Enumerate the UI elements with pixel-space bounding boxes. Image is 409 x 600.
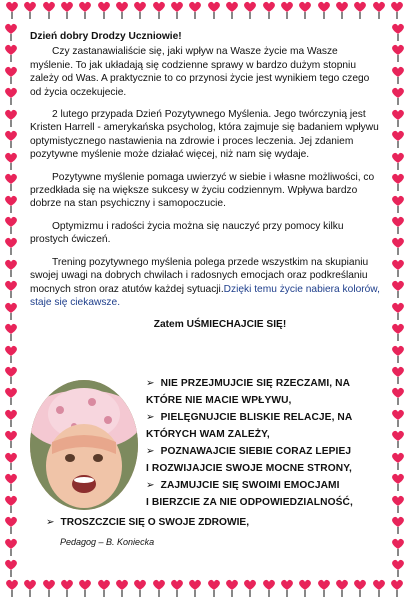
heart-balloon-icon bbox=[96, 0, 112, 20]
tip-line-5: ➢ POZNAWAJCIE SIEBIE CORAZ LEPIEJ bbox=[146, 446, 352, 457]
paragraph-1: Czy zastanawialiście się, jaki wpływ na Wasze życie ma Wasze myślenie. To jak układają się codzienne sprawy w bardzo dużym stopniu zależy od Was. A praktycznie to co przynosi życie jest wynikiem tego czego od życia oczekujecie. bbox=[30, 46, 370, 98]
paragraph-training bbox=[30, 256, 380, 310]
heart-balloon-icon bbox=[3, 322, 19, 342]
heart-balloon-icon bbox=[4, 578, 20, 598]
heart-balloon-icon bbox=[114, 0, 130, 20]
heart-balloon-icon bbox=[390, 215, 406, 235]
heart-balloon-icon bbox=[316, 0, 332, 20]
heart-balloon-icon bbox=[169, 0, 185, 20]
heart-border-right bbox=[387, 22, 409, 578]
heart-balloon-icon bbox=[390, 172, 406, 192]
heart-balloon-icon bbox=[3, 494, 19, 514]
heart-balloon-icon bbox=[206, 578, 222, 598]
heart-balloon-icon bbox=[390, 43, 406, 63]
heart-balloon-icon bbox=[3, 451, 19, 471]
heart-balloon-icon bbox=[3, 515, 19, 535]
heart-balloon-icon bbox=[390, 65, 406, 85]
heart-balloon-icon bbox=[3, 86, 19, 106]
heart-balloon-icon bbox=[169, 578, 185, 598]
heart-balloon-icon bbox=[41, 0, 57, 20]
heart-balloon-icon bbox=[187, 578, 203, 598]
heart-balloon-icon bbox=[261, 578, 277, 598]
heart-balloon-icon bbox=[371, 578, 387, 598]
training-text: Trening pozytywnego myślenia polega przede wszystkim na skupianiu swojej uwagi na dobrych chwilach i radosnych emocjach oraz podkreślaniu mocnych stron oraz atutów każdej sytuacji. bbox=[30, 256, 369, 295]
paragraph-3: Pozytywne myślenie pomaga uwierzyć w siebie i własne możliwości, co przedkłada się na większe sukcesy w życiu codziennym. Wpływa bardzo dobrze na stan psychiczny i samopoczucie. bbox=[30, 171, 375, 210]
heart-balloon-icon bbox=[114, 578, 130, 598]
heart-balloon-icon bbox=[279, 578, 295, 598]
heart-balloon-icon bbox=[390, 344, 406, 364]
arrowhead-bullet-icon: ➢ bbox=[146, 412, 155, 423]
heart-balloon-icon bbox=[132, 578, 148, 598]
heart-balloon-icon bbox=[390, 558, 406, 578]
girl-illustration bbox=[30, 380, 138, 510]
heart-balloon-icon bbox=[390, 279, 406, 299]
heart-balloon-icon bbox=[187, 0, 203, 20]
heart-balloon-icon bbox=[59, 578, 75, 598]
heart-balloon-icon bbox=[3, 558, 19, 578]
heart-balloon-icon bbox=[390, 108, 406, 128]
heart-border-left bbox=[0, 22, 22, 578]
tip-line-3: ➢ PIELĘGNUJCIE BLISKIE RELACJE, NA bbox=[146, 412, 353, 423]
heart-balloon-icon bbox=[352, 0, 368, 20]
heart-balloon-icon bbox=[316, 578, 332, 598]
tip-line-7: ➢ ZAJMUJCIE SIĘ SWOIMI EMOCJAMI bbox=[146, 480, 340, 491]
heart-balloon-icon bbox=[3, 279, 19, 299]
heart-balloon-icon bbox=[3, 258, 19, 278]
heart-balloon-icon bbox=[297, 0, 313, 20]
heart-balloon-icon bbox=[390, 258, 406, 278]
heart-balloon-icon bbox=[261, 0, 277, 20]
heart-balloon-icon bbox=[390, 151, 406, 171]
heart-balloon-icon bbox=[390, 236, 406, 256]
heart-balloon-icon bbox=[390, 515, 406, 535]
heart-balloon-icon bbox=[3, 472, 19, 492]
tip-line-4: KTÓRYCH WAM ZALEŻY, bbox=[146, 429, 270, 440]
paragraph-2: 2 lutego przypada Dzień Pozytywnego Myślenia. Jego twórczynią jest Kristen Harrell - amerykańska psycholog, która zajmuje się badaniem wpływu optymistycznego nastawienia na zdrowie i proces leczenia. Jej zdaniem pozytywne myślenie może działać więcej, niż nam się wydaje. bbox=[30, 109, 379, 161]
greeting: Dzień dobry Drodzy Uczniowie! bbox=[30, 31, 182, 42]
tip-line-2: KTÓRE NIE MACIE WPŁYWU, bbox=[146, 395, 292, 406]
heart-balloon-icon bbox=[390, 301, 406, 321]
heart-balloon-icon bbox=[77, 0, 93, 20]
heart-balloon-icon bbox=[132, 0, 148, 20]
heart-balloon-icon bbox=[4, 0, 20, 20]
heart-balloon-icon bbox=[390, 494, 406, 514]
heart-balloon-icon bbox=[390, 86, 406, 106]
heart-balloon-icon bbox=[3, 65, 19, 85]
heart-balloon-icon bbox=[389, 578, 405, 598]
heart-balloon-icon bbox=[3, 429, 19, 449]
heart-balloon-icon bbox=[390, 129, 406, 149]
heart-balloon-icon bbox=[3, 537, 19, 557]
heart-balloon-icon bbox=[390, 429, 406, 449]
smiling-girl-photo bbox=[30, 380, 138, 510]
heart-balloon-icon bbox=[390, 365, 406, 385]
heart-balloon-icon bbox=[59, 0, 75, 20]
call-to-action: Zatem UŚMIECHAJCIE SIĘ! bbox=[153, 319, 287, 331]
heart-balloon-icon bbox=[297, 578, 313, 598]
heart-balloon-icon bbox=[3, 408, 19, 428]
heart-balloon-icon bbox=[3, 301, 19, 321]
arrowhead-bullet-icon: ➢ bbox=[146, 446, 155, 457]
heart-border-top bbox=[0, 0, 409, 22]
heart-balloon-icon bbox=[151, 578, 167, 598]
heart-balloon-icon bbox=[206, 0, 222, 20]
heart-balloon-icon bbox=[242, 578, 258, 598]
heart-balloon-icon bbox=[3, 365, 19, 385]
heart-balloon-icon bbox=[371, 0, 387, 20]
heart-balloon-icon bbox=[390, 194, 406, 214]
arrowhead-bullet-icon: ➢ bbox=[146, 480, 155, 491]
heart-border-bottom bbox=[0, 578, 409, 600]
heart-balloon-icon bbox=[390, 472, 406, 492]
heart-balloon-icon bbox=[3, 194, 19, 214]
heart-balloon-icon bbox=[22, 0, 38, 20]
heart-balloon-icon bbox=[279, 0, 295, 20]
heart-balloon-icon bbox=[77, 578, 93, 598]
heart-balloon-icon bbox=[390, 386, 406, 406]
heart-balloon-icon bbox=[151, 0, 167, 20]
heart-balloon-icon bbox=[390, 408, 406, 428]
heart-balloon-icon bbox=[224, 578, 240, 598]
letter-content bbox=[30, 30, 380, 338]
heart-balloon-icon bbox=[334, 578, 350, 598]
heart-balloon-icon bbox=[334, 0, 350, 20]
heart-balloon-icon bbox=[390, 537, 406, 557]
tips-list bbox=[146, 375, 376, 511]
tip-line-8: I BIERZCIE ZA NIE ODPOWIEDZIALNOŚĆ, bbox=[146, 497, 353, 508]
tip-line-last: ➢ TROSZCZCIE SIĘ O SWOJE ZDROWIE, bbox=[46, 517, 250, 528]
heart-balloon-icon bbox=[3, 236, 19, 256]
tip-line-1: ➢ NIE PRZEJMUJCIE SIĘ RZECZAMI, NA bbox=[146, 378, 351, 389]
training-text-blue: Dzięki temu życie nabiera kolorów, staje się ciekawsze. bbox=[30, 283, 380, 308]
heart-balloon-icon bbox=[3, 43, 19, 63]
heart-balloon-icon bbox=[224, 0, 240, 20]
heart-balloon-icon bbox=[3, 344, 19, 364]
arrowhead-bullet-icon: ➢ bbox=[46, 517, 55, 528]
arrowhead-bullet-icon: ➢ bbox=[146, 378, 155, 389]
heart-balloon-icon bbox=[3, 108, 19, 128]
heart-balloon-icon bbox=[389, 0, 405, 20]
heart-balloon-icon bbox=[3, 151, 19, 171]
heart-balloon-icon bbox=[390, 451, 406, 471]
tip-line-6: I ROZWIJAJCIE SWOJE MOCNE STRONY, bbox=[146, 463, 352, 474]
paragraph-4: Optymizmu i radości życia można się nauczyć przy pomocy kilku prostych ćwiczeń. bbox=[30, 220, 344, 246]
heart-balloon-icon bbox=[352, 578, 368, 598]
heart-balloon-icon bbox=[390, 322, 406, 342]
heart-balloon-icon bbox=[242, 0, 258, 20]
heart-balloon-icon bbox=[3, 386, 19, 406]
heart-balloon-icon bbox=[3, 129, 19, 149]
heart-balloon-icon bbox=[390, 22, 406, 42]
heart-balloon-icon bbox=[3, 22, 19, 42]
heart-balloon-icon bbox=[3, 172, 19, 192]
heart-balloon-icon bbox=[96, 578, 112, 598]
signature: Pedagog – B. Koniecka bbox=[60, 537, 155, 547]
heart-balloon-icon bbox=[3, 215, 19, 235]
heart-balloon-icon bbox=[41, 578, 57, 598]
heart-balloon-icon bbox=[22, 578, 38, 598]
